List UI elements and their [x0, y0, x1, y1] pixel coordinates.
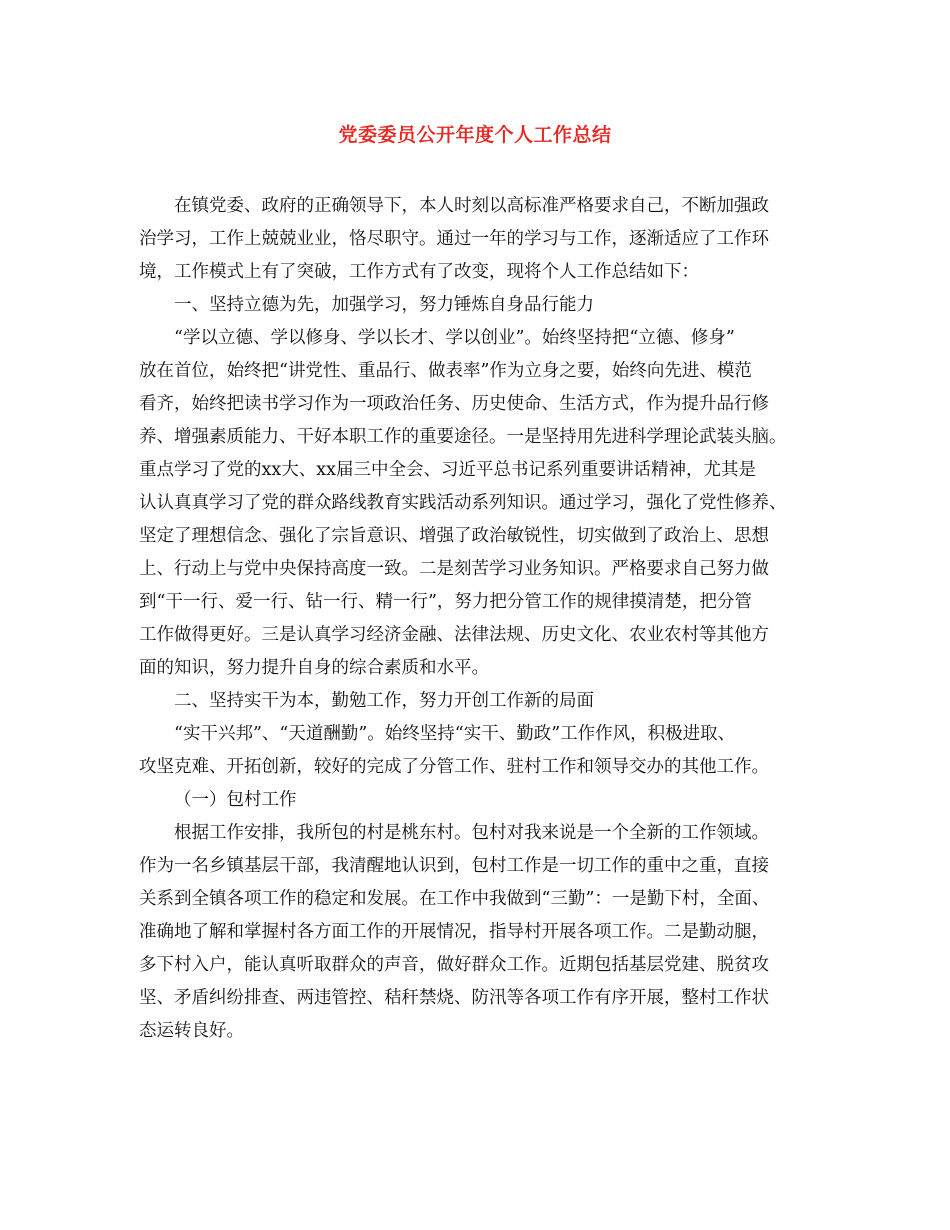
paragraph-line: 面的知识，努力提升自身的综合素质和水平。 — [139, 658, 489, 678]
paragraph-line: 坚、矛盾纠纷排查、两违管控、秸秆禁烧、防汛等各项工作有序开展，整村工作状 — [139, 988, 769, 1008]
paragraph-line: 在镇党委、政府的正确领导下，本人时刻以高标准严格要求自己，不断加强政 — [174, 196, 769, 216]
section-heading: 二、坚持实干为本，勤勉工作，努力开创工作新的局面 — [174, 691, 594, 711]
document-body — [139, 190, 819, 1048]
paragraph-line: 准确地了解和掌握村各方面工作的开展情况，指导村开展各项工作。二是勤动腿， — [139, 922, 769, 942]
document-title: 党委委员公开年度个人工作总结 — [338, 124, 612, 146]
paragraph-line: 上、行动上与党中央保持高度一致。二是刻苦学习业务知识。严格要求自己努力做 — [139, 559, 769, 579]
paragraph-line: 攻坚克难、开拓创新，较好的完成了分管工作、驻村工作和领导交办的其他工作。 — [139, 757, 769, 777]
section-heading: 一、坚持立德为先，加强学习，努力锤炼自身品行能力 — [174, 295, 594, 315]
paragraph-line: 看齐，始终把读书学习作为一项政治任务、历史使命、生活方式，作为提升品行修 — [139, 394, 769, 414]
paragraph-line: 重点学习了党的xx大、xx届三中全会、习近平总书记系列重要讲话精神，尤其是 — [139, 460, 756, 480]
paragraph-line: 到“干一行、爱一行、钻一行、精一行”，努力把分管工作的规律摸清楚，把分管 — [139, 592, 752, 612]
paragraph-line: 养、增强素质能力、干好本职工作的重要途径。一是坚持用先进科学理论武装头脑。 — [139, 427, 787, 447]
paragraph-line: “学以立德、学以修身、学以长才、学以创业”。始终坚持把“立德、修身” — [174, 328, 735, 348]
subsection-heading: （一）包村工作 — [174, 790, 297, 810]
paragraph-line: 根据工作安排，我所包的村是桃东村。包村对我来说是一个全新的工作领域。 — [174, 823, 769, 843]
paragraph-line: 多下村入户，能认真听取群众的声音，做好群众工作。近期包括基层党建、脱贫攻 — [139, 955, 769, 975]
paragraph-line: 工作做得更好。三是认真学习经济金融、法律法规、历史文化、农业农村等其他方 — [139, 625, 769, 645]
paragraph-line: 治学习，工作上兢兢业业，恪尽职守。通过一年的学习与工作，逐渐适应了工作环 — [139, 229, 769, 249]
paragraph-line: 关系到全镇各项工作的稳定和发展。在工作中我做到“三勤”：一是勤下村，全面、 — [139, 889, 770, 909]
paragraph-line: 境，工作模式上有了突破，工作方式有了改变，现将个人工作总结如下： — [139, 262, 699, 282]
paragraph-line: 放在首位，始终把“讲党性、重品行、做表率”作为立身之要，始终向先进、模范 — [139, 361, 752, 381]
paragraph-line: 态运转良好。 — [139, 1021, 244, 1041]
paragraph-line: 认认真真学习了党的群众路线教育实践活动系列知识。通过学习，强化了党性修养、 — [139, 493, 787, 513]
paragraph-line: 作为一名乡镇基层干部，我清醒地认识到，包村工作是一切工作的重中之重，直接 — [139, 856, 769, 876]
paragraph-line: 坚定了理想信念、强化了宗旨意识、增强了政治敏锐性，切实做到了政治上、思想 — [139, 526, 769, 546]
paragraph-line: “实干兴邦”、“天道酬勤”。始终坚持“实干、勤政”工作作风，积极进取、 — [174, 724, 736, 744]
